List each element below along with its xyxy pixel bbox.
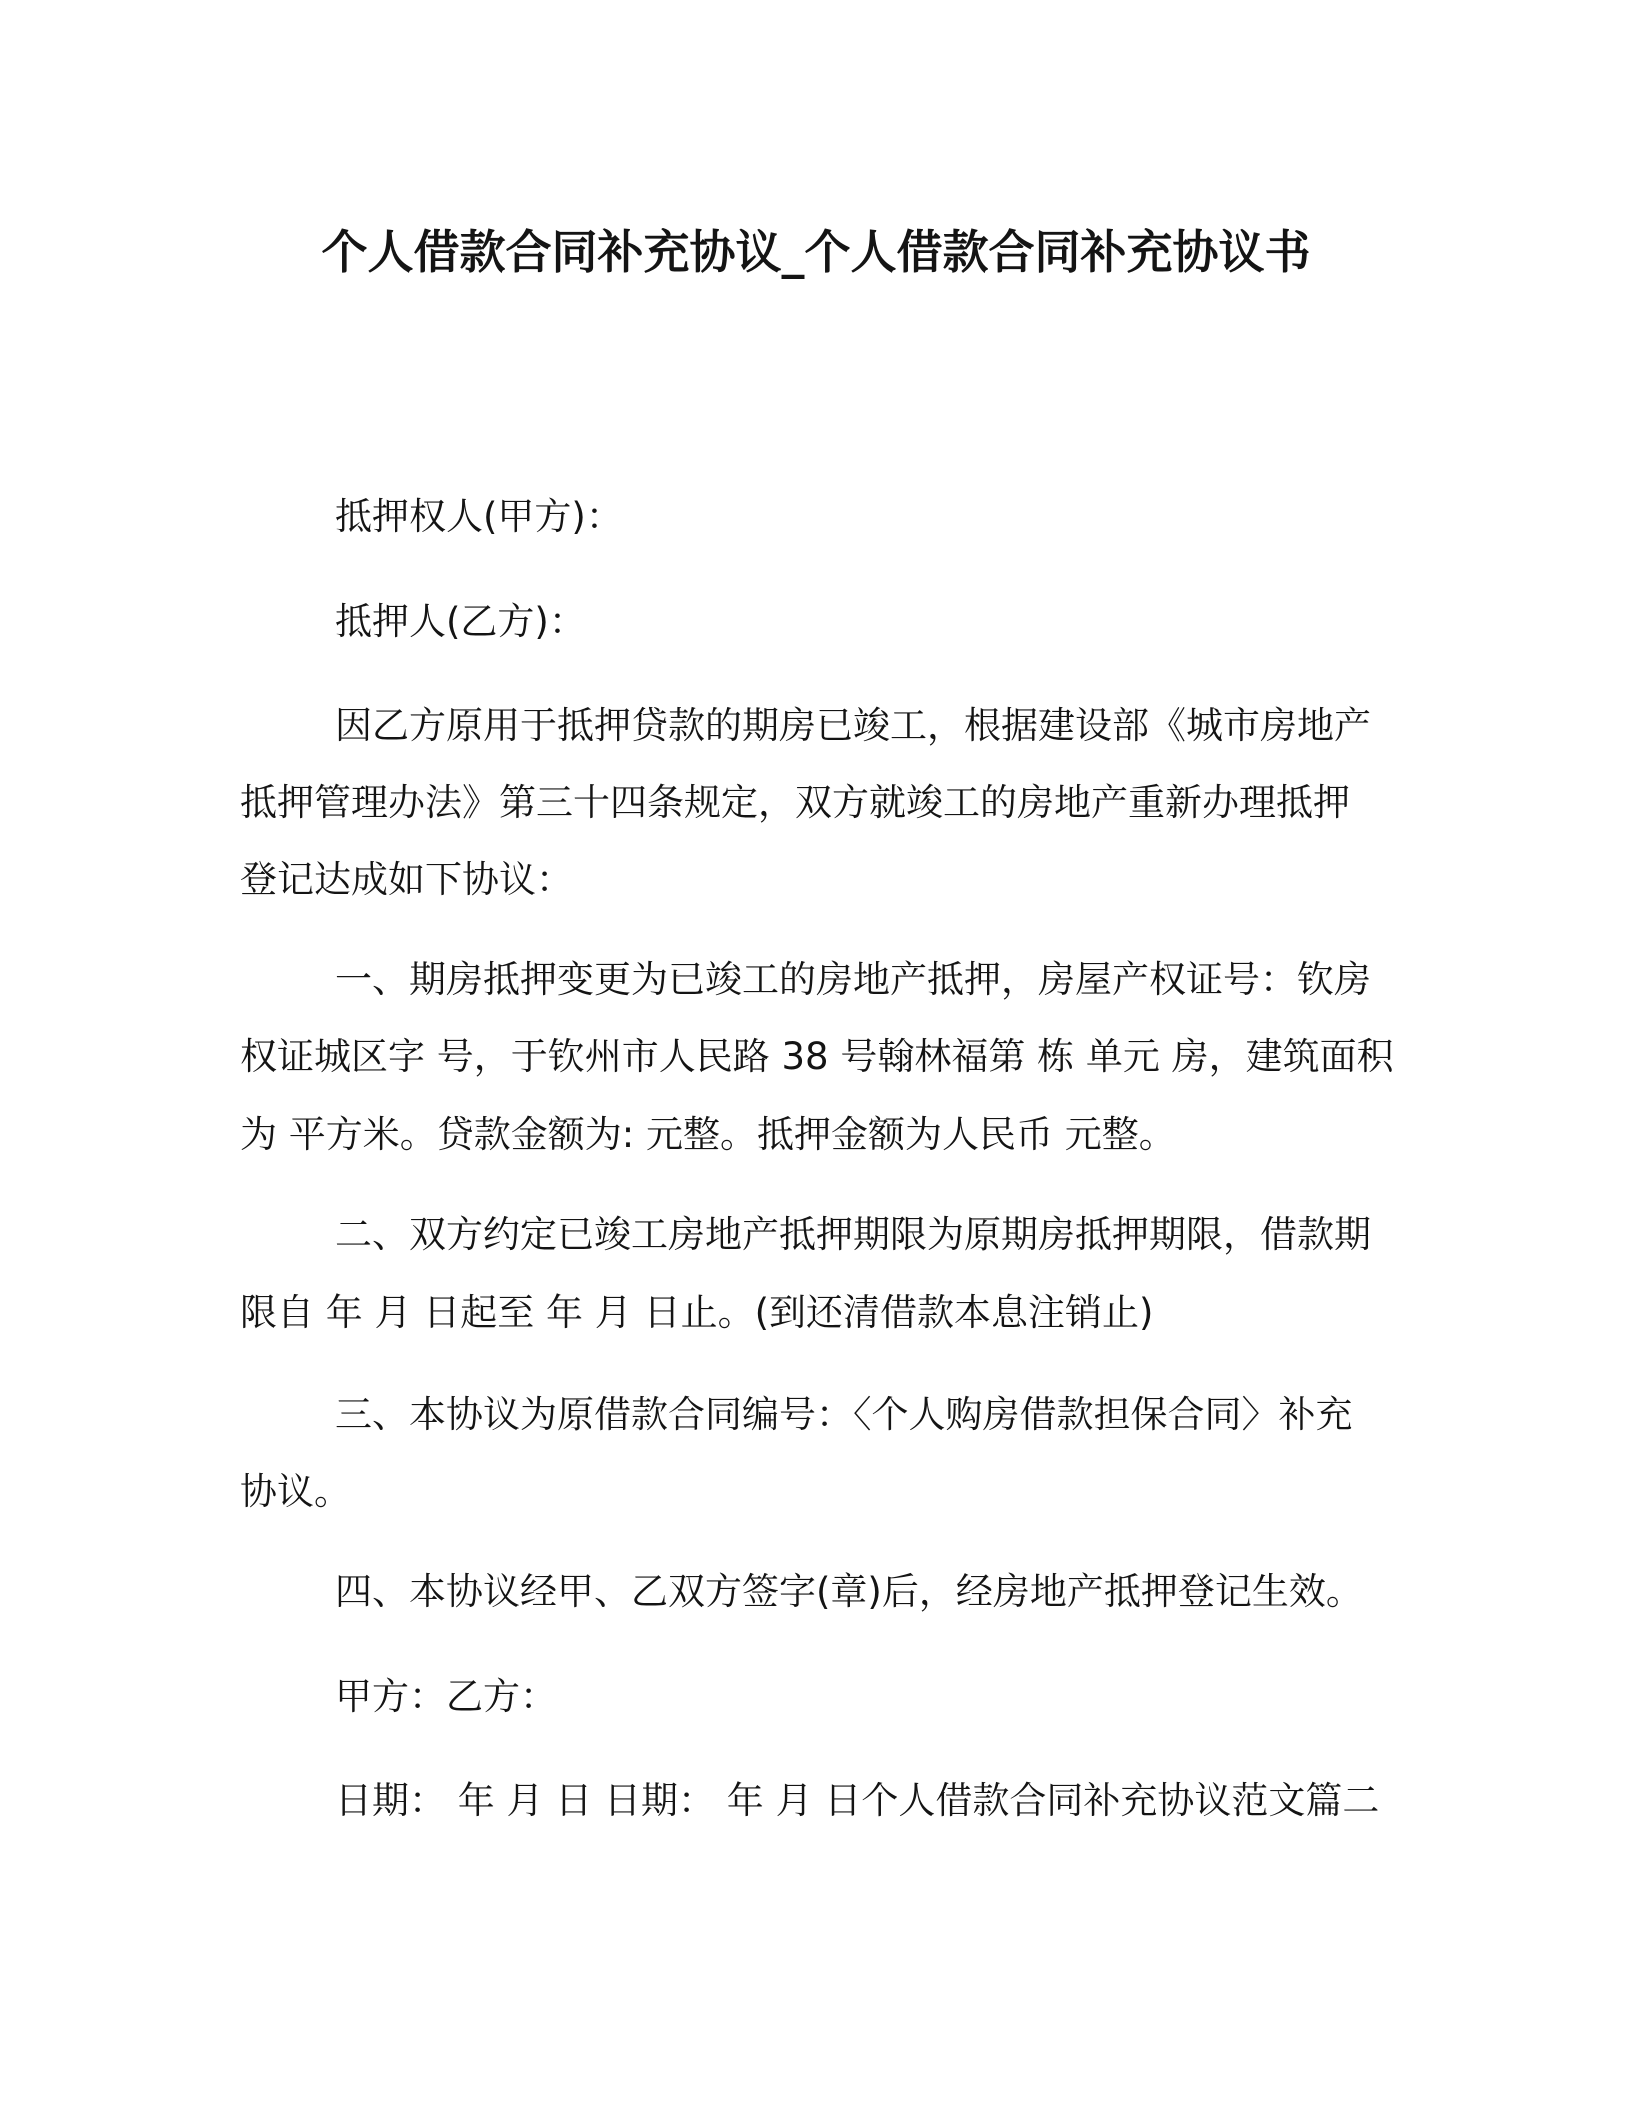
document-title: 个人借款合同补充协议_个人借款合同补充协议书 [321, 225, 1311, 279]
party-signatures: 甲方：乙方： [335, 1675, 557, 1718]
mortgagee-label: 抵押权人(甲方)： [335, 495, 623, 538]
intro-line-1: 因乙方原用于抵押贷款的期房已竣工，根据建设部《城市房地产 [335, 704, 1371, 747]
date-line: 日期： 年 月 日 日期： 年 月 日个人借款合同补充协议范文篇二 [335, 1779, 1380, 1822]
clause-2-line-2: 限自 年 月 日起至 年 月 日止。(到还清借款本息注销止) [240, 1291, 1154, 1334]
clause-2-line-1: 二、双方约定已竣工房地产抵押期限为原期房抵押期限，借款期 [335, 1213, 1371, 1256]
clause-1-line-2: 权证城区字 号，于钦州市人民路 38 号翰林福第 栋 单元 房，建筑面积 [240, 1035, 1394, 1078]
clause-4: 四、本协议经甲、乙双方签字(章)后，经房地产抵押登记生效。 [335, 1570, 1363, 1613]
mortgagor-label: 抵押人(乙方)： [335, 600, 586, 643]
clause-3-line-2: 协议。 [240, 1470, 351, 1513]
intro-line-3: 登记达成如下协议： [240, 858, 573, 901]
intro-line-2: 抵押管理办法》第三十四条规定，双方就竣工的房地产重新办理抵押 [240, 781, 1350, 824]
clause-1-line-3: 为 平方米。贷款金额为: 元整。抵押金额为人民币 元整。 [240, 1113, 1176, 1156]
clause-3-line-1: 三、本协议为原借款合同编号：〈个人购房借款担保合同〉补充 [335, 1393, 1353, 1436]
clause-1-line-1: 一、期房抵押变更为已竣工的房地产抵押，房屋产权证号：钦房 [335, 958, 1371, 1001]
